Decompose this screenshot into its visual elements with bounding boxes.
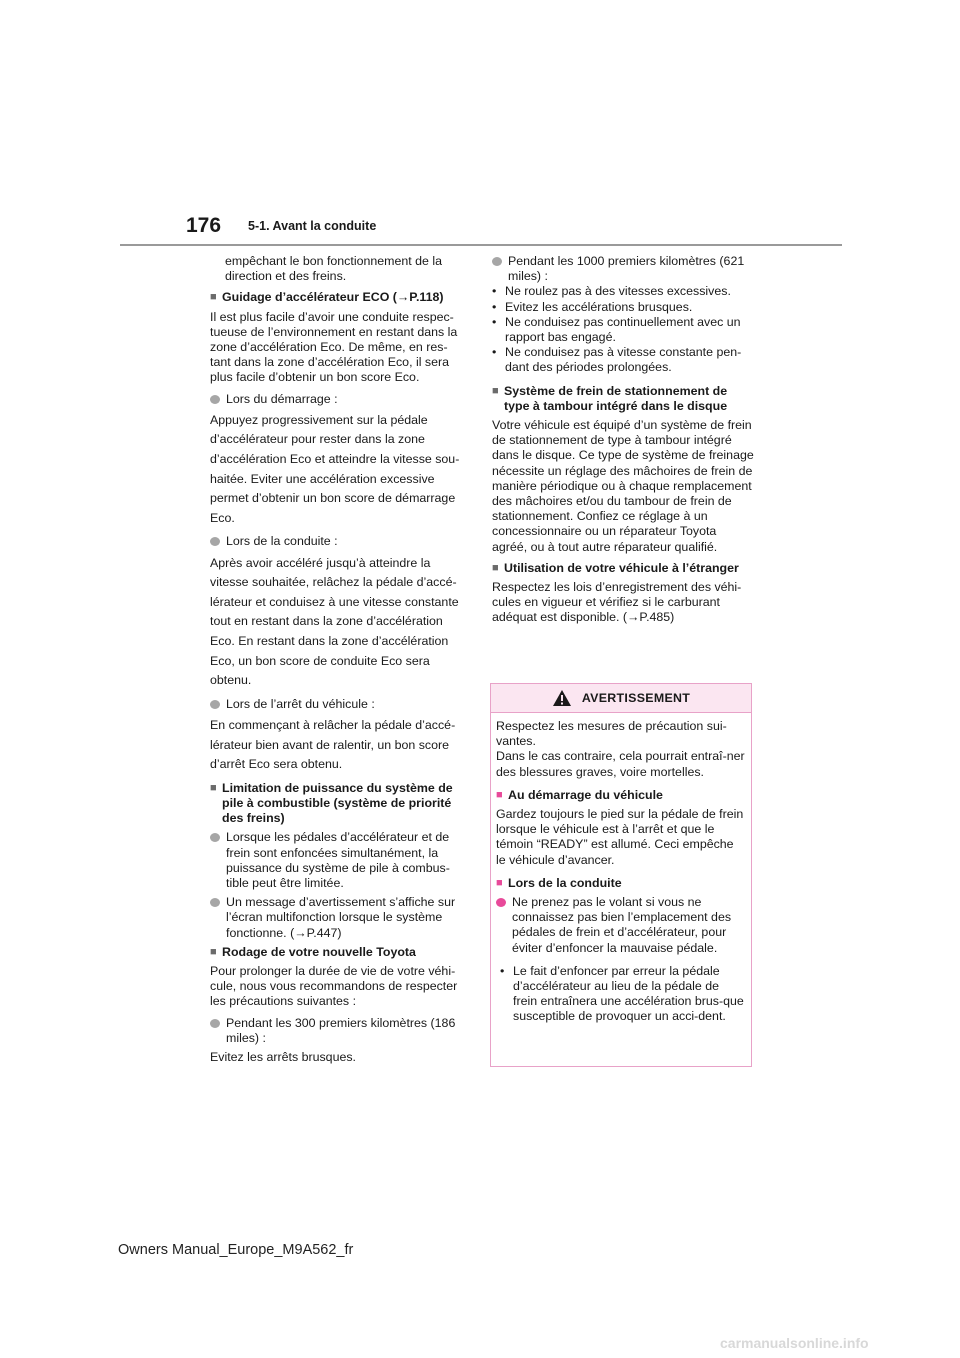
- circle-bullet-icon: [492, 257, 502, 266]
- dash-item: • Ne conduisez pas continuellement avec un rapport bas engagé.: [492, 314, 741, 345]
- circle-bullet-icon: [210, 833, 220, 842]
- page-number: 176: [186, 214, 222, 237]
- list-item: Pendant les 1000 premiers kilomètres (621 miles) :: [492, 254, 754, 284]
- square-bullet-icon: ■: [210, 945, 217, 958]
- heading-break-in: ■ Rodage de votre nouvelle Toyota: [210, 944, 416, 959]
- list-item: Pendant les 300 premiers kilomètres (186 miles) :: [210, 1016, 468, 1046]
- heading-parking-brake: ■ Système de frein de stationnement de type à tambour intégré dans le disque: [492, 383, 728, 413]
- square-bullet-icon: ■: [492, 384, 499, 397]
- square-bullet-icon: ■: [496, 788, 503, 801]
- list-item: Un message d’avertissement s’affiche sur l’écran multifonction lorsque le système fonctionne. (→P.447): [210, 895, 468, 941]
- warning-intro-2: Dans le cas contraire, cela pourrait entraî-ner des blessures graves, voire mortelles.: [496, 749, 745, 779]
- warning-title: AVERTISSEMENT: [581, 691, 691, 705]
- circle-bullet-icon: [210, 700, 220, 709]
- warning-header: [491, 684, 751, 713]
- paragraph: Votre véhicule est équipé d’un système de frein de stationnement de type à tambour intégré dans le disque. Ce type de système de freinage nécessite un réglage des mâchoires de frein de manière périodique ou à chaque remplacement des mâchoires et/ou du tambour de frein de stationnement. Confiez ce réglage à un concessionnaire ou un réparateur Toyota agréé, ou à tout autre réparateur qualifié.: [492, 418, 754, 554]
- square-bullet-icon: ■: [210, 781, 217, 794]
- list-item: Ne prenez pas le volant si vous ne connaissez pas bien l’emplacement des pédales de frein et d’accélérateur, pour éviter d’enfoncer la mauvaise pédale.: [496, 895, 746, 956]
- dash-item: • Ne roulez pas à des vitesses excessives.: [492, 284, 731, 299]
- warning-box: [490, 683, 752, 1067]
- heading-abroad: ■ Utilisation de votre véhicule à l’étranger: [492, 560, 739, 575]
- paragraph: Pour prolonger la durée de vie de votre véhi-cule, nous vous recommandons de respecter les précautions suivantes :: [210, 963, 458, 1009]
- square-bullet-icon: ■: [210, 291, 217, 304]
- dash-item: • Le fait d’enfoncer par erreur la pédale d’accélérateur au lieu de la pédale de frein entraînera une accélération brus-que susceptible de provoquer un acci-dent.: [500, 963, 744, 1024]
- warning-intro: Respectez les mesures de précaution sui-vantes.: [496, 719, 727, 749]
- warning-heading-start: ■ Au démarrage du véhicule: [496, 787, 663, 802]
- paragraph: En commençant à relâcher la pédale d’accé-lérateur bien avant de ralentir, un bon score d’arrêt Eco sera obtenu.: [210, 717, 456, 772]
- heading-power-limit: ■ Limitation de puissance du système de pile à combustible (système de priorité des freins): [210, 780, 453, 826]
- right-column: [492, 254, 754, 632]
- list-item: Lors de la conduite :: [210, 534, 468, 549]
- circle-bullet-icon: [496, 898, 506, 907]
- section-title: 5-1. Avant la conduite: [248, 219, 377, 233]
- list-item: Lors du démarrage :: [210, 392, 468, 407]
- continued-text: empêchant le bon fonctionnement de la direction et des freins.: [225, 254, 442, 284]
- left-column: [210, 254, 468, 1071]
- circle-bullet-icon: [210, 537, 220, 546]
- dash-item: • Ne conduisez pas à vitesse constante pen-dant des périodes prolongées.: [492, 345, 742, 375]
- circle-bullet-icon: [210, 395, 220, 404]
- footer-text: Owners Manual_Europe_M9A562_fr: [118, 1242, 354, 1258]
- list-item: Lors de l’arrêt du véhicule :: [210, 697, 468, 712]
- header-rule: [120, 244, 842, 246]
- paragraph: Respectez les lois d’enregistrement des véhi-cules en vigueur et vérifiez si le carburant adéquat est disponible. (→P.485): [492, 580, 742, 625]
- list-item: Lorsque les pédales d’accélérateur et de frein sont enfoncées simultanément, la puissance du système de pile à combus-tible peut être limitée.: [210, 830, 468, 891]
- circle-bullet-icon: [210, 1019, 220, 1028]
- circle-bullet-icon: [210, 898, 220, 907]
- watermark: carmanualsonline.info: [720, 1335, 869, 1351]
- warning-body: [491, 713, 751, 1025]
- paragraph: Evitez les arrêts brusques.: [210, 1049, 356, 1064]
- square-bullet-icon: ■: [492, 561, 499, 574]
- square-bullet-icon: ■: [496, 876, 503, 889]
- warning-triangle-icon: [552, 689, 572, 707]
- heading-eco-guide: ■ Guidage d’accélérateur ECO (→P.118): [210, 290, 444, 305]
- dash-item: • Evitez les accélérations brusques.: [492, 299, 693, 314]
- warning-heading-driving: ■ Lors de la conduite: [496, 875, 622, 890]
- paragraph: Il est plus facile d’avoir une conduite respec-tueuse de l’environnement en restant dans la zone d’accélération Eco. De même, en res-tant dans la zone d’accélération Eco, il sera plus facile d’obtenir un bon score Eco.: [210, 309, 458, 385]
- paragraph: Appuyez progressivement sur la pédale d’accélérateur pour rester dans la zone d’accélération Eco et atteindre la vitesse sou-haitée. Eviter une accélération excessive permet d’obtenir un bon score de démarrage Eco.: [210, 412, 460, 525]
- paragraph: Après avoir accéléré jusqu’à atteindre la vitesse souhaitée, relâchez la pédale d’accé-lérateur et conduisez à une vitesse constante tout en restant dans la zone d’accélération Eco. En restant dans la zone d’accélération Eco, un bon score de conduite Eco sera obtenu.: [210, 555, 459, 688]
- paragraph: Gardez toujours le pied sur la pédale de frein lorsque le véhicule est à l’arrêt et que le témoin “READY” est allumé. Ceci empêche le véhicule d’avancer.: [496, 807, 744, 867]
